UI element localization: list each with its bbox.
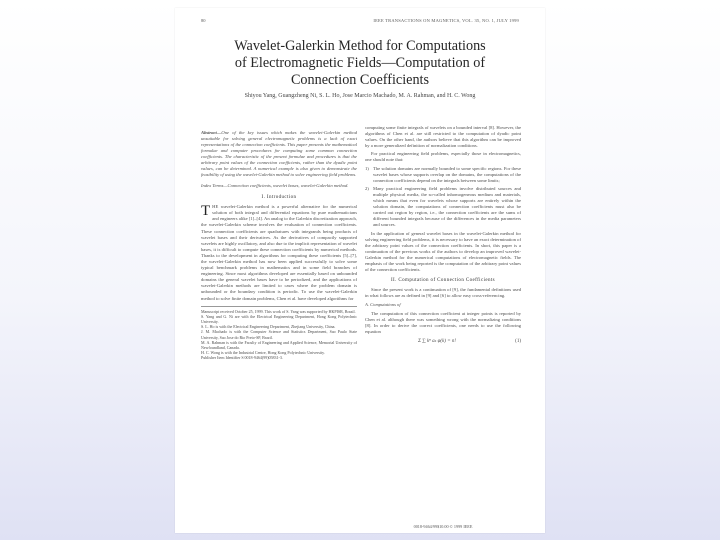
paper-title-line-3: Connection Coefficients bbox=[290, 72, 430, 88]
equation-row bbox=[365, 339, 521, 345]
index-terms bbox=[201, 183, 357, 189]
introduction-text: HE wavelet-Galerkin method is a powerful alternative for the numerical solution of both integral and differential equations by pure mathematicians and engineers alike [1]–[4]. An analog to the Galerkin discretization approach, the wavelet-Galerkin scheme involves the evaluation of connection coefficients. These connection coefficients are quadratures with integrands being products of wavelet bases and their derivatives. As the derivatives of compactly supported wavelets are highly oscillatory, and also due to the implicit representation of wavelet bases, it is difficult to compute these connection coefficients by numerical methods. Thanks to the development in algorithms for computing these coefficients [5]–[7], the wavelet-Galerkin method has now been applied successfully to solve some typical benchmark problems in mathematics and in some field branches of engineering. Since most algorithms developed are essentially based on unbounded domains the general wavelet bases have to be periodized, and the applications of wavelet-Galerkin methods are limited to cases where the problem domain is unbounded or the boundary condition is periodic. To use the wavelet-Galerkin method to solve finite domain problems, Chen et al. have developed algorithms for bbox=[201, 204, 357, 301]
running-head bbox=[201, 18, 519, 26]
footnote: S. L. Ho is with the Electrical Engineering Department, Zhejiang University, China. bbox=[201, 324, 336, 330]
drop-cap: T bbox=[201, 203, 211, 220]
right-intro-paragraph: computing some finite integrals of wavelets on a bounded interval [8]. However, the algorithms of Chen et al. are still restricted to the computation of dyadic point values. On the other hand, the authors believe that this algorithm can be improved by a more generalized definition of normalization conditions. bbox=[365, 125, 521, 149]
list-number: 2) bbox=[365, 185, 369, 191]
abstract-text: One of the key issues which makes the wavelet-Galerkin method unsuitable for solving general electromagnetic problems is a lack of exact representations of the connection coefficients. This paper presents the mathematical formulae and computer procedures for computing some common connection coefficients. The characteristic of the present formulae and procedures is that the arbitrary point values of the connection coefficients, rather than the dyadic point values, can be determined. A numerical example is also given to demonstrate the feasibility of using the wavelet-Galerkin method to solve engineering field problems. bbox=[201, 129, 357, 178]
subsection-heading: A. Computations of bbox=[365, 302, 401, 308]
footnote: H. C. Wong is with the Industrial Centre, Hong Kong Polytechnic University. bbox=[201, 350, 325, 356]
equation-number: (1) bbox=[515, 338, 521, 344]
footnote: M. A. Rahman is with the Faculty of Engineering and Applied Science, Memorial University of Newfoundland, Canada. bbox=[201, 339, 357, 351]
left-column bbox=[201, 125, 357, 505]
equation: Σ ∑ kⁿ aₖ φ(k) = n! bbox=[417, 338, 456, 344]
footnote: J. M. Machado is with the Computer Science and Statistics Department, Sao Paulo State University, Sao Jose do Rio Preto-SP, Brazil. bbox=[201, 329, 357, 340]
subsection-text: The computation of this connection coefficient at integer points is reported by Chen et al. although there was something wrong with the normalizing conditions [8]. In order to derive the correct coefficients, one needs to use the following equation bbox=[365, 310, 521, 334]
paper-title-line-1: Wavelet-Galerkin Method for Computations bbox=[234, 38, 486, 54]
footnote: Manuscript received October 25, 1999. This work of S. Yang was supported by HKPISR, Brazil. bbox=[201, 308, 356, 314]
author-list: Shiyou Yang, Guangzheng Ni, S. L. Ho, Jose Marcio Machado, M. A. Rahman, and H. C. Wong bbox=[244, 93, 476, 99]
list-text: Many practical engineering field problems involve distributed sources and multiple physical media, the so-called inhomogeneous medium and materials, which means that even for wavelets whose supports are entirely within the solution domain, the computations of connection coefficients must also be carried out region by region, i.e., the connection coefficients are the sums of different bounded integrals because of the differences in the media parameters and sources. bbox=[373, 185, 521, 228]
right-column bbox=[365, 125, 521, 523]
list-item bbox=[365, 166, 521, 184]
journal-header: IEEE TRANSACTIONS ON MAGNETICS, VOL. 35, NO. 1, JULY 1999 bbox=[373, 18, 519, 23]
section-heading-computation: II. Computation of Connection Coefficients bbox=[390, 278, 496, 284]
footnote: Publisher Item Identifier S 0018-9464(99)05831-3. bbox=[201, 355, 283, 361]
copyright-id: 0018-9464/99$10.00 © 1999 IEEE bbox=[413, 524, 473, 529]
footnotes bbox=[201, 306, 357, 361]
abstract-label: Abstract— bbox=[201, 129, 222, 135]
list-number: 1) bbox=[365, 165, 369, 171]
section2-intro: Since the present work is a continuation of [9], the fundamental definitions used in what follows are as defined in [9] and [6] to allow easy cross-referencing. bbox=[365, 287, 521, 299]
index-terms-text: Connection coefficients, wavelet bases, wavelet-Galerkin method. bbox=[227, 182, 349, 188]
page-number: 80 bbox=[201, 18, 206, 23]
paper-title-line-2: of Electromagnetic Fields—Computation of bbox=[234, 55, 486, 71]
title-block bbox=[195, 38, 525, 100]
index-terms-label: Index Terms— bbox=[201, 182, 228, 188]
right-paragraph-3: In the application of general wavelet bases in the wavelet-Galerkin method for solving engineering field problems, it is necessary to have an exact determination of the arbitrary point values of the connection coefficients. In short, this paper is a continuation of the previous works of the authors to develop an improved wavelet-Galerkin method for the numerical computations of electromagnetic fields. The emphasis of the work being reported is the computation of the arbitrary point values of the connection coefficients. bbox=[365, 230, 521, 273]
abstract bbox=[201, 130, 357, 179]
introduction-paragraph bbox=[201, 204, 357, 302]
section-heading-introduction: I. Introduction bbox=[261, 195, 297, 201]
list-text: The solution domains are normally bounded to some specific regions. For these wavelet bases whose supports overlap on the domains, the computations of the connection coefficients depend on the integrals between some limits; bbox=[373, 165, 521, 183]
paper-page bbox=[175, 8, 545, 533]
list-item bbox=[365, 186, 521, 229]
right-paragraph-2: For practical engineering field problems, especially those in electromagnetics, one should note that: bbox=[365, 151, 521, 163]
footnote: S. Yang and G. Ni are with the Electrical Engineering Department, Hong Kong Polytechnic University. bbox=[201, 313, 357, 325]
